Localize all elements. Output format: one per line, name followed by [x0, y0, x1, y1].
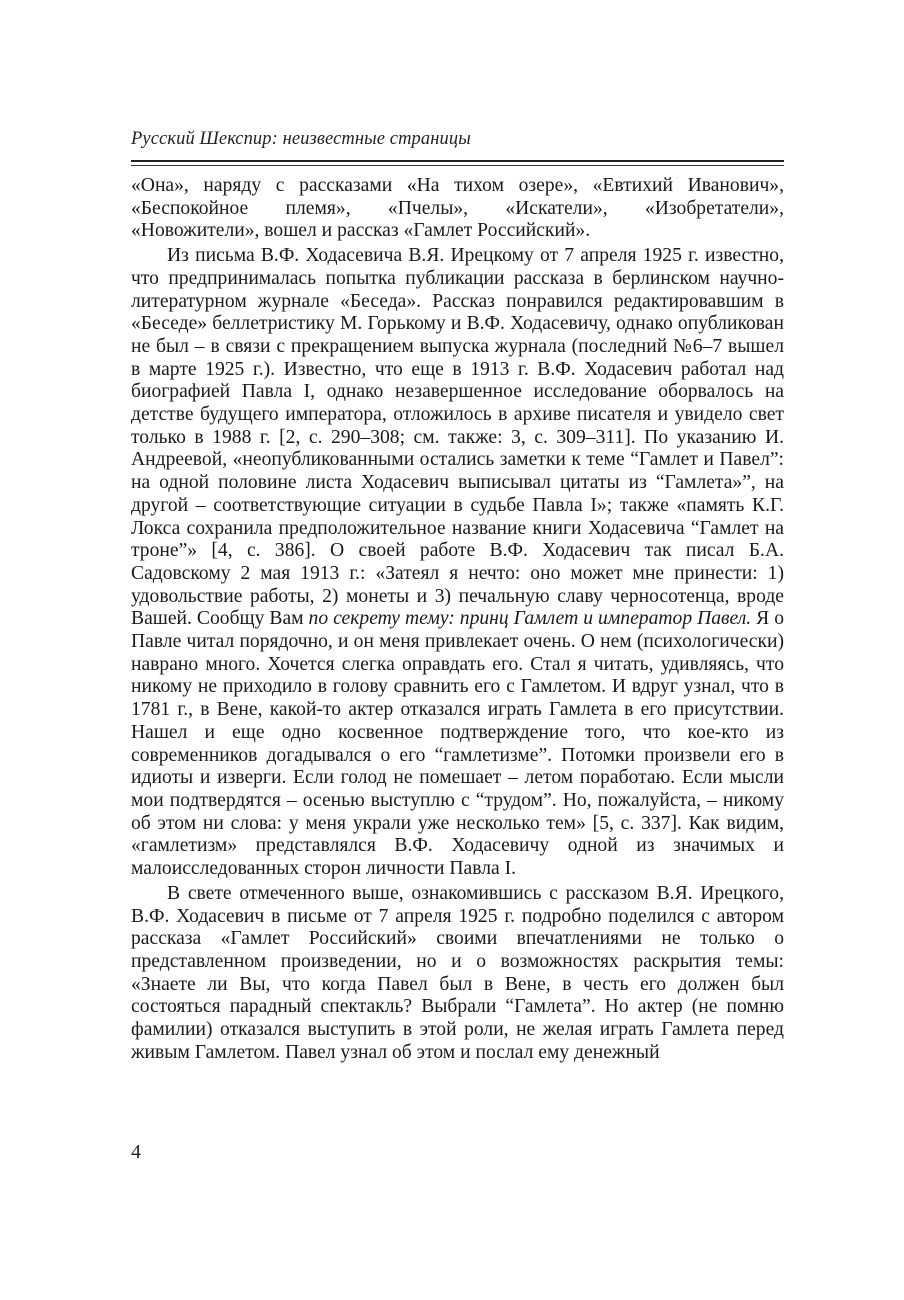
page-number: 4 — [131, 1141, 141, 1163]
paragraph-2-text-after: Я о Павле читал порядочно, и он меня привлекает очень. О нем (психологически) наврано много. Хочется слегка оправдать его. Стал я читать, удивляясь, что никому не приходило в голову сравнить его с Гамлетом. И вдруг узнал, что в 1781 г., в Вене, какой-то актер отказался играть Гамлета в его присутствии. Нашел и еще одно косвенное подтверждение того, что кое-кто из современников догадывался о его “гамлетизме”. Потомки произвели его в идиоты и изверги. Если голод не помешает – летом поработаю. Если мысли мои подтвердятся – осенью выступлю с “трудом”. Но, пожалуйста, – никому об этом ни слова: у меня украли уже несколько тем» [5, с. 337]. Как видим, «гамлетизм» представлялся В.Ф. Ходасевичу одной из значимых и малоисследованных сторон личности Павла I. — [131, 608, 785, 880]
paragraph-1: «Она», наряду с рассказами «На тихом озере», «Евтихий Иванович», «Беспокойное племя», «Пчелы», «Искатели», «Изобретатели», «Новожители», вошел и рассказ «Гамлет Российский». — [131, 175, 784, 242]
paragraph-2-italic: по секрету тему: принц Гамлет и император Павел. — [308, 608, 752, 630]
book-page — [131, 0, 784, 1300]
paragraph-2 — [131, 245, 784, 881]
running-title: Русский Шекспир: неизвестные страницы — [131, 129, 471, 149]
paragraph-3: В свете отмеченного выше, ознакомившись с рассказом В.Я. Ирецкого, В.Ф. Ходасевич в письме от 7 апреля 1925 г. подробно поделился с автором рассказа «Гамлет Российский» своими впечатлениями не только о представленном произведении, но и о возможностях раскрытия темы: «Знаете ли Вы, что когда Павел был в Вене, в честь его должен был состояться парадный спектакль? Выбрали “Гамлета”. Но актер (не помню фамилии) отказался выступить в этой роли, не желая играть Гамлета перед живым Гамлетом. Павел узнал об этом и послал ему денежный — [131, 882, 784, 1063]
paragraph-2-text: Из письма В.Ф. Ходасевича В.Я. Ирецкому от 7 апреля 1925 г. известно, что предпринималась попытка публикации рассказа в берлинском научно-литературном журнале «Беседа». Рассказ понравился редактировавшим в «Беседе» беллетристику М. Горькому и В.Ф. Ходасевичу, однако опубликован не был – в связи с прекращением выпуска журнала (последний №6–7 вышел в марте 1925 г.). Известно, что еще в 1913 г. В.Ф. Ходасевич работал над биографией Павла I, однако незавершенное исследование оборвалось на детстве будущего императора, отложилось в архиве писателя и увидело свет только в 1988 г. [2, с. 290–308; см. также: 3, с. 309–311]. По указанию И. Андреевой, «неопубликованными остались заметки к теме “Гамлет и Павел”: на одной половине листа Ходасевич выписывал цитаты из “Гамлета»”, на другой – соответствующие ситуации в судьбе Павла I»; также «память К.Г. Локса сохранила предположительное название книги Ходасевича “Гамлет на троне”» [4, с. 386]. О своей работе В.Ф. Ходасевич так писал Б.А. Садовскому 2 мая 1913 г.: «Затеял я нечто: оно может мне принести: 1) удовольствие работы, 2) монеты и 3) печальную славу черносотенца, вроде Вашей. Сообщу Вам — [131, 245, 784, 630]
header-rule-thick — [131, 160, 784, 162]
body-text — [131, 175, 784, 1066]
header-rule-thin — [131, 165, 784, 166]
